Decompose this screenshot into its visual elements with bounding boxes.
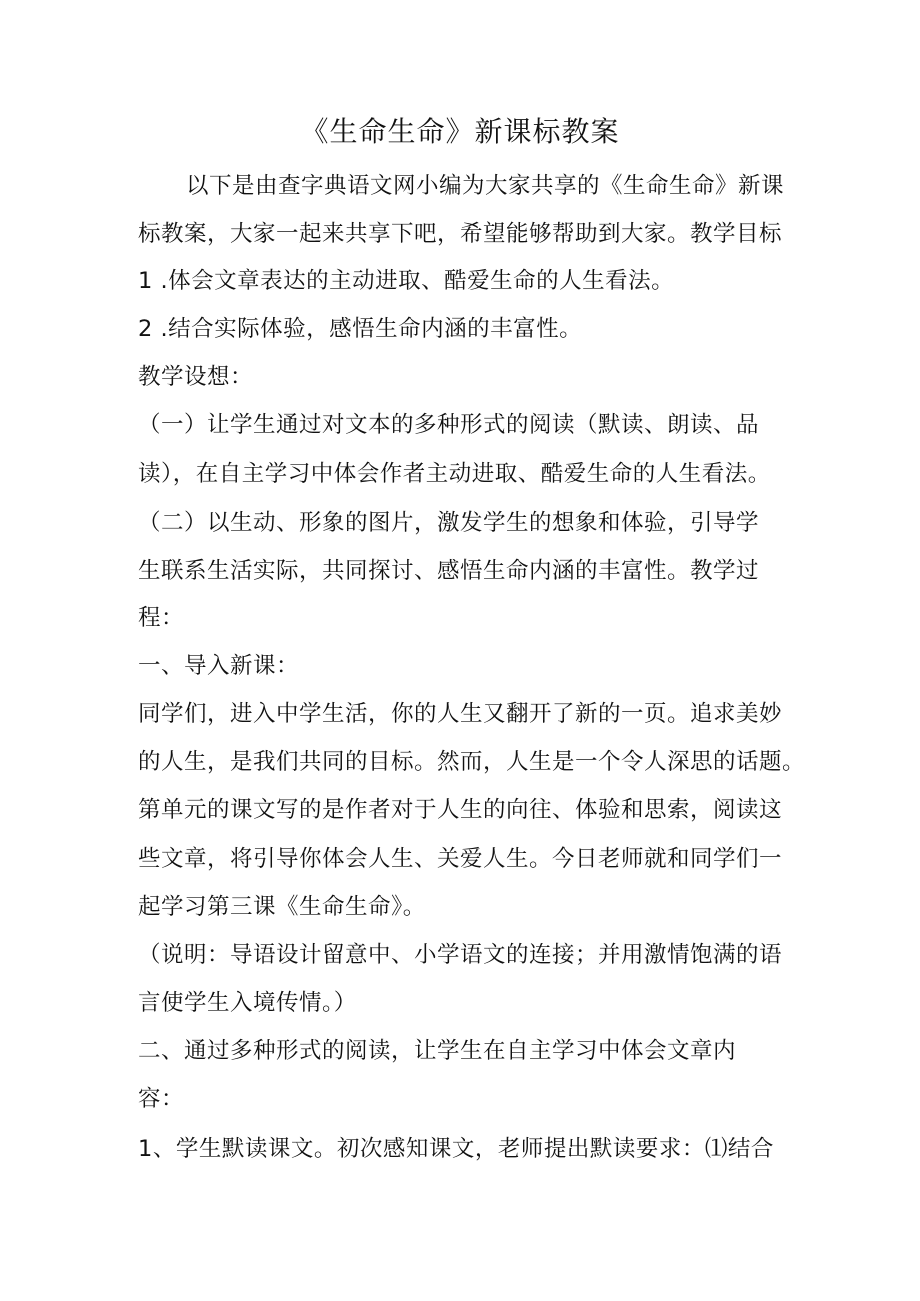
paragraph-line: 教学设想： bbox=[138, 364, 254, 390]
paragraph-line: 2 .结合实际体验，感悟生命内涵的丰富性。 bbox=[138, 316, 583, 342]
paragraph-line: 的人生，是我们共同的目标。然而，人生是一个令人深思的话题。 bbox=[138, 749, 806, 775]
paragraph-line: 1 .体会文章表达的主动进取、酷爱生命的人生看法。 bbox=[138, 268, 675, 294]
paragraph-line: 些文章，将引导你体会人生、关爱人生。今日老师就和同学们一 bbox=[138, 846, 783, 872]
paragraph-line: 标教案，大家一起来共享下吧，希望能够帮助到大家。教学目标 bbox=[138, 221, 783, 247]
paragraph-line: 二、通过多种形式的阅读，让学生在自主学习中体会文章内 bbox=[138, 1038, 737, 1064]
paragraph-line: 第单元的课文写的是作者对于人生的向往、体验和思索，阅读这 bbox=[138, 797, 783, 823]
paragraph-line: （二）以生动、形象的图片，激发学生的想象和体验，引导学 bbox=[138, 510, 760, 536]
paragraph-line: （一）让学生通过对文本的多种形式的阅读（默读、朗读、品 bbox=[138, 412, 760, 438]
paragraph-line: 一、导入新课： bbox=[138, 653, 300, 679]
paragraph-line: 以下是由查字典语文网小编为大家共享的《生命生命》新课 bbox=[186, 173, 785, 199]
paragraph-line: （说明：导语设计留意中、小学语文的连接；并用激情饱满的语 bbox=[138, 942, 783, 968]
paragraph-line: 1、学生默读课文。初次感知课文，老师提出默读要求：⑴结合 bbox=[138, 1136, 774, 1162]
paragraph-line: 读），在自主学习中体会作者主动进取、酷爱生命的人生看法。 bbox=[138, 461, 771, 487]
paragraph-line: 程： bbox=[138, 605, 185, 631]
paragraph-line: 起学习第三课《生命生命》。 bbox=[138, 894, 426, 920]
paragraph-line: 容： bbox=[138, 1086, 185, 1112]
paragraph-line: 生联系生活实际，共同探讨、感悟生命内涵的丰富性。教学过 bbox=[138, 558, 760, 584]
paragraph-line: 同学们，进入中学生活，你的人生又翻开了新的一页。追求美妙 bbox=[138, 701, 783, 727]
paragraph-line: 言使学生入境传情。） bbox=[138, 990, 357, 1016]
document-title: 《生命生命》新课标教案 bbox=[300, 115, 620, 148]
